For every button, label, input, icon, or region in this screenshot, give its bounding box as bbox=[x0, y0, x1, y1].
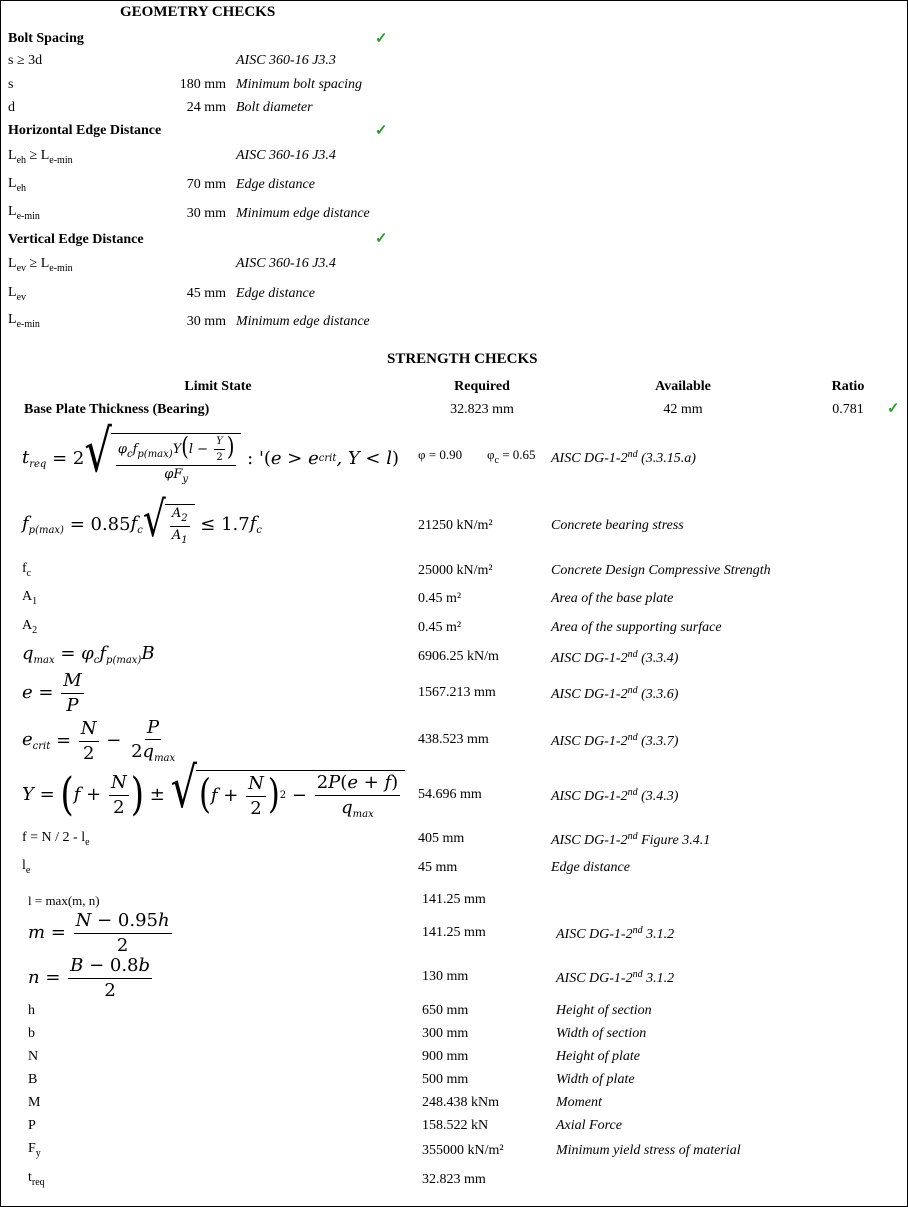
value-treq: 32.823 mm bbox=[422, 1172, 486, 1187]
horizontal-edge-ref: AISC 360-16 J3.4 bbox=[236, 148, 336, 163]
n-ref: AISC DG-1-2nd 3.1.2 bbox=[556, 969, 675, 986]
value-lev: 45 mm bbox=[186, 286, 226, 301]
header-ratio: Ratio bbox=[831, 379, 865, 394]
symbol-d: d bbox=[8, 100, 15, 115]
y-value: 54.696 mm bbox=[418, 787, 482, 802]
m-value: 141.25 mm bbox=[422, 925, 486, 940]
base-plate-required: 32.823 mm bbox=[450, 402, 514, 417]
fp-desc: Concrete bearing stress bbox=[551, 518, 684, 533]
value-le: 45 mm bbox=[418, 860, 458, 875]
fp-value: 21250 kN/m² bbox=[418, 518, 493, 533]
desc-lemin: Minimum edge distance bbox=[236, 206, 370, 221]
symbol-h: h bbox=[28, 1003, 35, 1018]
desc-n-plate: Height of plate bbox=[556, 1049, 640, 1064]
desc-lev: Edge distance bbox=[236, 286, 315, 301]
header-required: Required bbox=[454, 379, 510, 394]
ecrit-ref: AISC DG-1-2nd (3.3.7) bbox=[551, 732, 679, 749]
symbol-le: $l_e$ bbox=[22, 858, 31, 876]
value-fc: 25000 kN/m² bbox=[418, 563, 493, 578]
y-equation: Y = ( f + $\frac{N}{2}$ ) ± √ ( f + $\frac{N}{2}$ ) 2 − $\frac{2P(e + f)}{q_{max}}$ bbox=[22, 764, 405, 826]
desc-s: Minimum bolt spacing bbox=[236, 77, 362, 92]
n-equation: n = $\frac{B - 0.8b}{2}$ bbox=[28, 954, 151, 1001]
value-b-plate: 500 mm bbox=[422, 1072, 469, 1087]
m-ref: AISC DG-1-2nd 3.1.2 bbox=[556, 925, 675, 942]
desc-lemin-v: Minimum edge distance bbox=[236, 314, 370, 329]
qmax-value: 6906.25 kN/m bbox=[418, 649, 499, 664]
value-m-moment: 248.438 kNm bbox=[422, 1095, 499, 1110]
strength-title: STRENGTH CHECKS bbox=[387, 351, 538, 367]
checkmark-icon: ✓ bbox=[887, 401, 900, 417]
symbol-lemin: $L_{e-min}$ bbox=[8, 204, 40, 222]
symbol-a2: $A_2$ bbox=[22, 618, 38, 636]
phi-value: φ = 0.90 bbox=[418, 447, 463, 462]
fp-equation: $f_{p(max)}$ = 0.85 $f_c$ √ $\frac{A_2}{A_1}$ ≤ 1.7 $f_c$ bbox=[22, 492, 263, 548]
f-ref: AISC DG-1-2nd Figure 3.4.1 bbox=[551, 831, 711, 848]
value-s: 180 mm bbox=[179, 77, 226, 92]
header-limit-state: Limit State bbox=[184, 379, 252, 394]
desc-b: Width of section bbox=[556, 1026, 647, 1041]
phi-c-value: $\varphi_c = 0.65$ bbox=[487, 447, 536, 466]
symbol-fy: $F_y$ bbox=[28, 1141, 41, 1159]
header-available: Available bbox=[655, 379, 711, 394]
desc-b-plate: Width of plate bbox=[556, 1072, 635, 1087]
base-plate-name: Base Plate Thickness (Bearing) bbox=[24, 402, 210, 417]
symbol-s: s bbox=[8, 77, 14, 92]
symbol-treq: $t_{req}$ bbox=[28, 1170, 45, 1188]
ecrit-equation: $e_{crit}$ = $\frac{N}{2}$ − $\frac{P}{2q_{max}}$ bbox=[22, 716, 176, 765]
bolt-spacing-rule: s ≥ 3d bbox=[8, 53, 43, 68]
n-value: 130 mm bbox=[422, 969, 469, 984]
checkmark-icon: ✓ bbox=[375, 123, 388, 139]
value-a1: 0.45 m² bbox=[418, 591, 462, 606]
qmax-equation: $q_{max} = \varphi_cf_{p(max)}B$ bbox=[22, 643, 155, 666]
symbol-leh: $L_{eh}$ bbox=[8, 176, 27, 194]
desc-le: Edge distance bbox=[551, 860, 630, 875]
l-value: 141.25 mm bbox=[422, 892, 486, 907]
horizontal-edge-rule: $L_{eh} \ge L_{e-min}$ bbox=[8, 148, 73, 166]
y-ref: AISC DG-1-2nd (3.4.3) bbox=[551, 787, 679, 804]
geometry-title: GEOMETRY CHECKS bbox=[120, 4, 276, 20]
desc-m-moment: Moment bbox=[556, 1095, 602, 1110]
symbol-lev: $L_{ev}$ bbox=[8, 285, 27, 303]
qmax-ref: AISC DG-1-2nd (3.3.4) bbox=[551, 649, 679, 666]
base-plate-ratio: 0.781 bbox=[832, 402, 864, 417]
symbol-lemin-v: $L_{e-min}$ bbox=[8, 312, 40, 330]
value-n-plate: 900 mm bbox=[422, 1049, 469, 1064]
desc-d: Bolt diameter bbox=[236, 100, 313, 115]
value-leh: 70 mm bbox=[186, 177, 226, 192]
symbol-b-plate: B bbox=[28, 1072, 38, 1087]
vertical-edge-ref: AISC 360-16 J3.4 bbox=[236, 256, 336, 271]
vertical-edge-heading: Vertical Edge Distance bbox=[8, 232, 144, 247]
f-value: 405 mm bbox=[418, 831, 465, 846]
e-value: 1567.213 mm bbox=[418, 685, 496, 700]
desc-fy: Minimum yield stress of material bbox=[556, 1143, 741, 1158]
e-equation: e = $\frac{M}{P}$ bbox=[22, 669, 82, 716]
treq-ref: AISC DG-1-2nd (3.3.15.a) bbox=[551, 449, 696, 466]
treq-equation: $t_{req}$ = 2 √ $\varphi_cf_{p(max)}Y(l$ − $\frac{Y}{2}$ ) $\varphi F_y$ : '( e > e crit , Y < l ) bbox=[22, 418, 400, 486]
desc-h: Height of section bbox=[556, 1003, 652, 1018]
value-h: 650 mm bbox=[422, 1003, 469, 1018]
vertical-edge-rule: $L_{ev} \ge L_{e-min}$ bbox=[8, 256, 73, 274]
symbol-n-plate: N bbox=[28, 1049, 39, 1064]
checkmark-icon: ✓ bbox=[375, 31, 388, 47]
symbol-b: b bbox=[28, 1026, 35, 1041]
e-ref: AISC DG-1-2nd (3.3.6) bbox=[551, 685, 679, 702]
horizontal-edge-heading: Horizontal Edge Distance bbox=[8, 123, 162, 138]
checkmark-icon: ✓ bbox=[375, 231, 388, 247]
base-plate-available: 42 mm bbox=[663, 402, 703, 417]
symbol-a1: $A_1$ bbox=[22, 589, 38, 607]
bolt-spacing-heading: Bolt Spacing bbox=[8, 31, 84, 46]
l-formula: l = max(m, n) bbox=[28, 893, 100, 908]
value-lemin: 30 mm bbox=[186, 206, 226, 221]
value-p-axial: 158.522 kN bbox=[422, 1118, 489, 1133]
desc-a1: Area of the base plate bbox=[551, 591, 674, 606]
value-a2: 0.45 m² bbox=[418, 620, 462, 635]
symbol-p-axial: P bbox=[28, 1118, 36, 1133]
desc-p-axial: Axial Force bbox=[556, 1118, 622, 1133]
desc-a2: Area of the supporting surface bbox=[551, 620, 722, 635]
ecrit-value: 438.523 mm bbox=[418, 732, 489, 747]
symbol-m-moment: M bbox=[28, 1095, 41, 1110]
value-d: 24 mm bbox=[186, 100, 226, 115]
f-formula: $f = N / 2 - l_e$ bbox=[22, 830, 90, 848]
value-lemin-v: 30 mm bbox=[186, 314, 226, 329]
value-b: 300 mm bbox=[422, 1026, 469, 1041]
bolt-spacing-ref: AISC 360-16 J3.3 bbox=[236, 53, 336, 68]
value-fy: 355000 kN/m² bbox=[422, 1143, 504, 1158]
symbol-fc: $f_c$ bbox=[22, 561, 32, 579]
desc-leh: Edge distance bbox=[236, 177, 315, 192]
m-equation: m = $\frac{N - 0.95h}{2}$ bbox=[28, 909, 170, 956]
desc-fc: Concrete Design Compressive Strength bbox=[551, 563, 771, 578]
